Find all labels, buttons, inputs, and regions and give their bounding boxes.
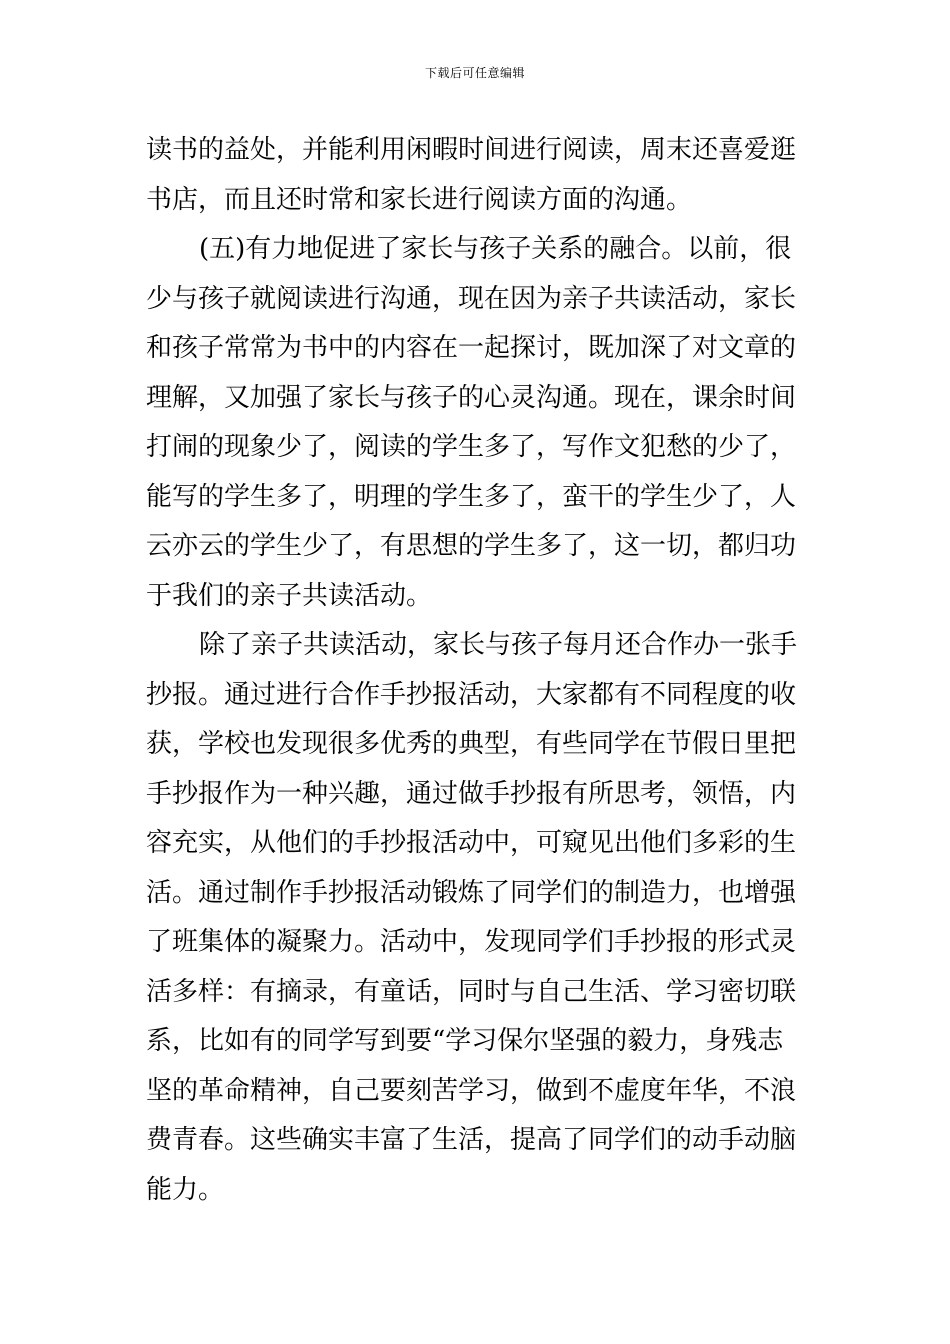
text-line: 能力。 xyxy=(146,1174,225,1205)
text-line: (五)有力地促进了家长与孩子关系的融合。以前，很 xyxy=(199,234,792,264)
text-line: 云亦云的学生少了，有思想的学生多了，这一切，都归功 xyxy=(146,531,797,561)
text-line: 读书的益处，并能利用闲暇时间进行阅读，周末还喜爱逛 xyxy=(146,135,797,165)
text-line: 系，比如有的同学写到要“学习保尔坚强的毅力，身残志 xyxy=(146,1026,784,1056)
text-line: 手抄报作为一种兴趣，通过做手抄报有所思考，领悟，内 xyxy=(146,778,797,809)
text-line: 坚的革命精神，自己要刻苦学习，做到不虚度年华，不浪 xyxy=(146,1075,797,1106)
text-line: 能写的学生多了，明理的学生多了，蛮干的学生少了，人 xyxy=(146,481,797,512)
text-line: 活。通过制作手抄报活动锻炼了同学们的制造力，也增强 xyxy=(146,877,797,908)
text-line: 活多样：有摘录，有童话，同时与自己生活、学习密切联 xyxy=(146,976,797,1007)
text-line: 抄报。通过进行合作手抄报活动，大家都有不同程度的收 xyxy=(146,679,797,710)
text-line: 容充实，从他们的手抄报活动中，可窥见出他们多彩的生 xyxy=(146,828,797,858)
text-line: 于我们的亲子共读活动。 xyxy=(146,580,433,611)
page-header: 下载后可任意编辑 xyxy=(424,66,525,80)
text-line: 少与孩子就阅读进行沟通，现在因为亲子共读活动，家长 xyxy=(146,283,797,314)
text-line: 获，学校也发现很多优秀的典型，有些同学在节假日里把 xyxy=(146,729,797,759)
document-body xyxy=(146,126,806,1215)
text-line: 和孩子常常为书中的内容在一起探讨，既加深了对文章的 xyxy=(146,333,797,363)
text-line: 除了亲子共读活动，家长与孩子每月还合作办一张手 xyxy=(199,630,798,660)
text-line: 书店，而且还时常和家长进行阅读方面的沟通。 xyxy=(146,184,693,215)
text-line: 打闹的现象少了，阅读的学生多了，写作文犯愁的少了， xyxy=(146,432,797,462)
text-line: 理解，又加强了家长与孩子的心灵沟通。现在，课余时间 xyxy=(146,382,797,413)
text-line: 了班集体的凝聚力。活动中，发现同学们手抄报的形式灵 xyxy=(146,927,797,957)
text-line: 费青春。这些确实丰富了生活，提高了同学们的动手动脑 xyxy=(146,1125,797,1155)
